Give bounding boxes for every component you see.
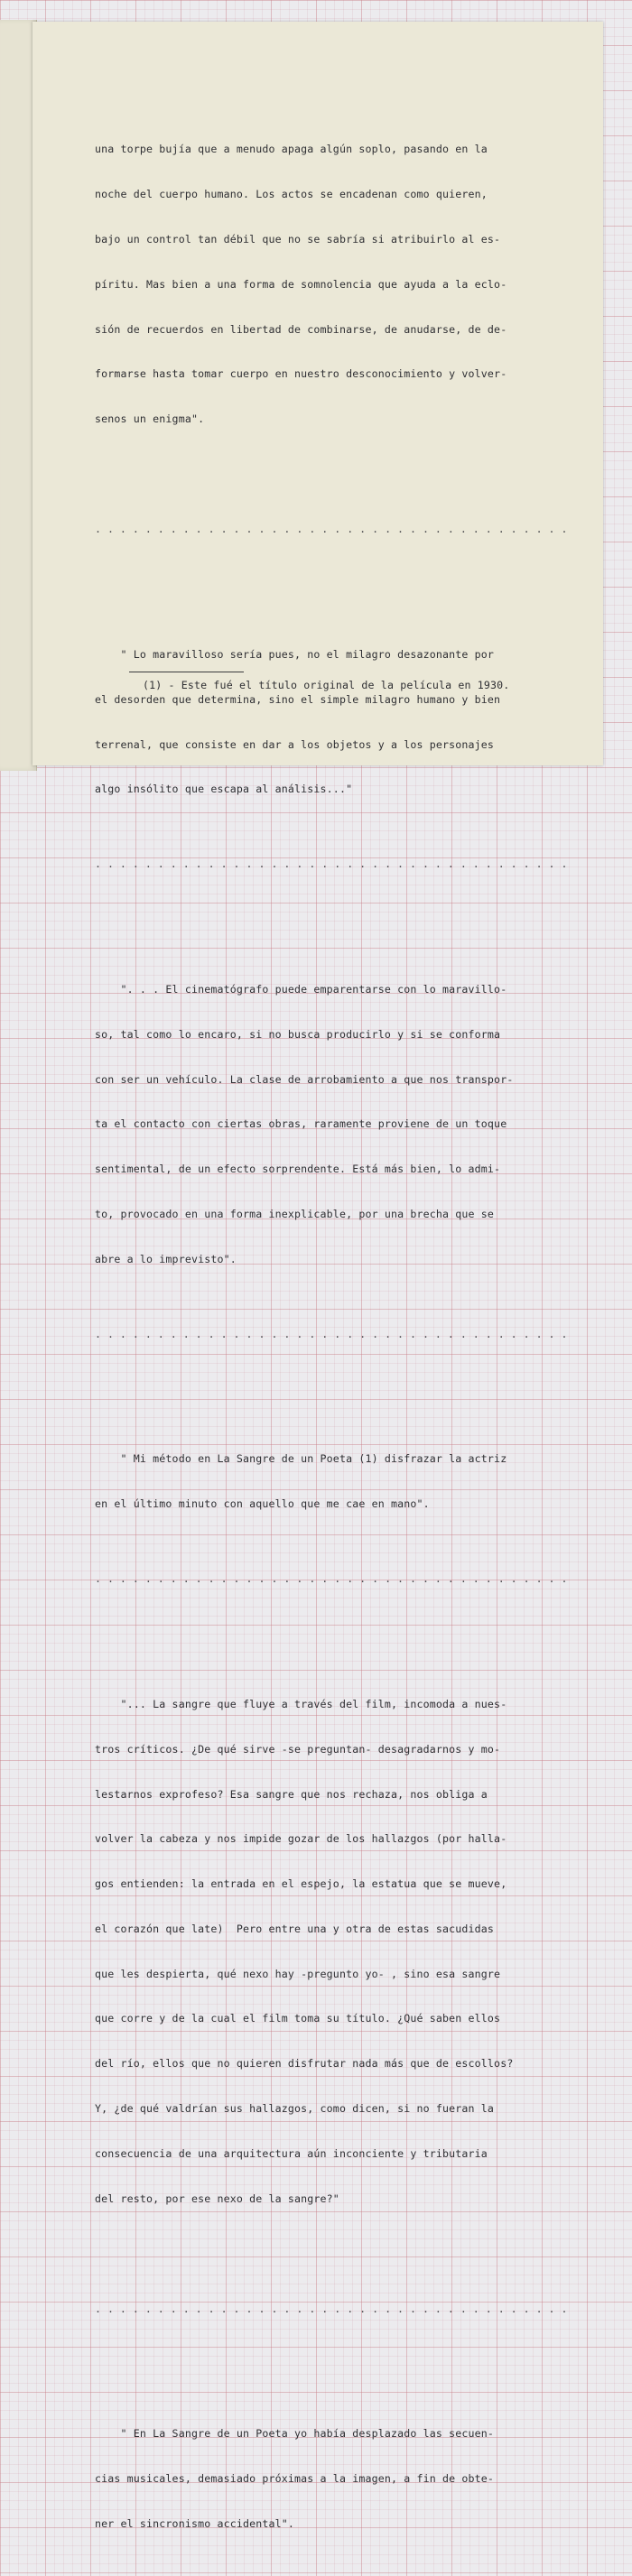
spacer (95, 902, 555, 907)
text-line: " Lo maravilloso sería pues, no el milagro desazonante por (95, 647, 495, 661)
text-line: tros críticos. ¿De qué sirve -se preguntan- desagradarnos y mo- (95, 1742, 501, 1756)
text-line: ". . . El cinematógrafo puede emparentarse con lo maravillo- (95, 983, 507, 996)
text-line: formarse hasta tomar cuerpo en nuestro desconocimiento y volver- (95, 367, 507, 381)
text-line: consecuencia de una arquitectura aún inconciente y tributaria (95, 2146, 488, 2160)
paragraph-3 (95, 952, 555, 1297)
dotted-separator: . . . . . . . . . . . . . . . . . . . . . . . . . . . . . . . . . . . . . . (95, 2302, 568, 2315)
text-line: Y, ¿de qué valdrían sus hallazgos, como dicen, si no fueran la (95, 2101, 495, 2115)
text-line: con ser un vehículo. La clase de arrobamiento a que nos transpor- (95, 1072, 514, 1086)
text-line: " Mi método en La Sangre de un Poeta (1) disfrazar la actriz (95, 1452, 507, 1466)
spacer (95, 2266, 555, 2272)
text-line: del río, ellos que no quieren disfrutar nada más que de escollos? (95, 2057, 514, 2071)
spacer (95, 1617, 555, 1622)
text-line: abre a lo imprevisto". (95, 1252, 237, 1265)
text-line: ner el sincronismo accidental". (95, 2517, 295, 2530)
spacer (95, 567, 555, 572)
text-line: noche del cuerpo humano. Los actos se encadenan como quieren, (95, 188, 488, 201)
text-line: sentimental, de un efecto sorprendente. Está más bien, lo admi- (95, 1163, 501, 1176)
text-line: del resto, por ese nexo de la sangre?" (95, 2191, 339, 2205)
text-line: en el último minuto con aquello que me cae en mano". (95, 1497, 430, 1511)
page-body-text (95, 82, 568, 2576)
text-line: so, tal como lo encaro, si no busca producirlo y si se conforma (95, 1027, 501, 1041)
text-line: píritu. Mas bien a una forma de somnolencia que ayuda a la eclo- (95, 277, 507, 291)
text-line: el desorden que determina, sino el simple milagro humano y bien (95, 692, 501, 706)
text-line: una torpe bujía que a menudo apaga algún soplo, pasando en la (95, 143, 488, 156)
text-line: gos entienden: la entrada en el espejo, la estatua que se mueve, (95, 1877, 507, 1891)
text-line: volver la cabeza y nos impide gozar de los hallazgos (por halla- (95, 1832, 507, 1846)
dotted-separator: . . . . . . . . . . . . . . . . . . . . . . . . . . . . . . . . . . . . . . (95, 1327, 568, 1340)
spacer (95, 2346, 555, 2351)
spacer (95, 486, 555, 492)
text-line: que les despierta, qué nexo hay -pregunto yo- , sino esa sangre (95, 1967, 501, 1980)
text-line: terrenal, que consiste en dar a los objetos y a los personajes (95, 737, 495, 751)
text-line: algo insólito que escapa al análisis..." (95, 783, 353, 796)
dotted-separator: . . . . . . . . . . . . . . . . . . . . . . . . . . . . . . . . . . . . . . (95, 857, 568, 871)
text-line: ta el contacto con ciertas obras, raramente proviene de un toque (95, 1117, 507, 1131)
paragraph-1 (95, 112, 555, 457)
paragraph-4 (95, 1422, 555, 1542)
text-line: que corre y de la cual el film toma su título. ¿Qué saben ellos (95, 2012, 501, 2025)
paragraph-2 (95, 617, 555, 827)
text-line: bajo un control tan débil que no se sabría si atribuirlo al es- (95, 232, 501, 246)
text-line: senos un enigma". (95, 412, 205, 426)
text-line: sión de recuerdos en libertad de combinarse, de anudarse, de de- (95, 322, 507, 336)
footnote: (1) - Este fué el título original de la película en 1930. (143, 679, 510, 691)
dotted-separator: . . . . . . . . . . . . . . . . . . . . . . . . . . . . . . . . . . . . . . (95, 1572, 568, 1586)
text-line: lestarnos exprofeso? Esa sangre que nos rechaza, nos obliga a (95, 1787, 488, 1801)
paragraph-5 (95, 1667, 555, 2237)
paragraph-6 (95, 2396, 555, 2562)
spacer (95, 1371, 555, 1376)
facing-page-edge (0, 20, 37, 771)
text-line: " En La Sangre de un Poeta yo había desplazado las secuen- (95, 2427, 495, 2441)
text-line: cias musicales, demasiado próximas a la imagen, a fin de obte- (95, 2472, 495, 2486)
text-line: "... La sangre que fluye a través del film, incomoda a nues- (95, 1697, 507, 1710)
text-line: to, provocado en una forma inexplicable, por una brecha que se (95, 1207, 495, 1220)
text-line: el corazón que late) Pero entre una y otra de estas sacudidas (95, 1922, 495, 1935)
dotted-separator: . . . . . . . . . . . . . . . . . . . . . . . . . . . . . . . . . . . . . . (95, 523, 568, 536)
